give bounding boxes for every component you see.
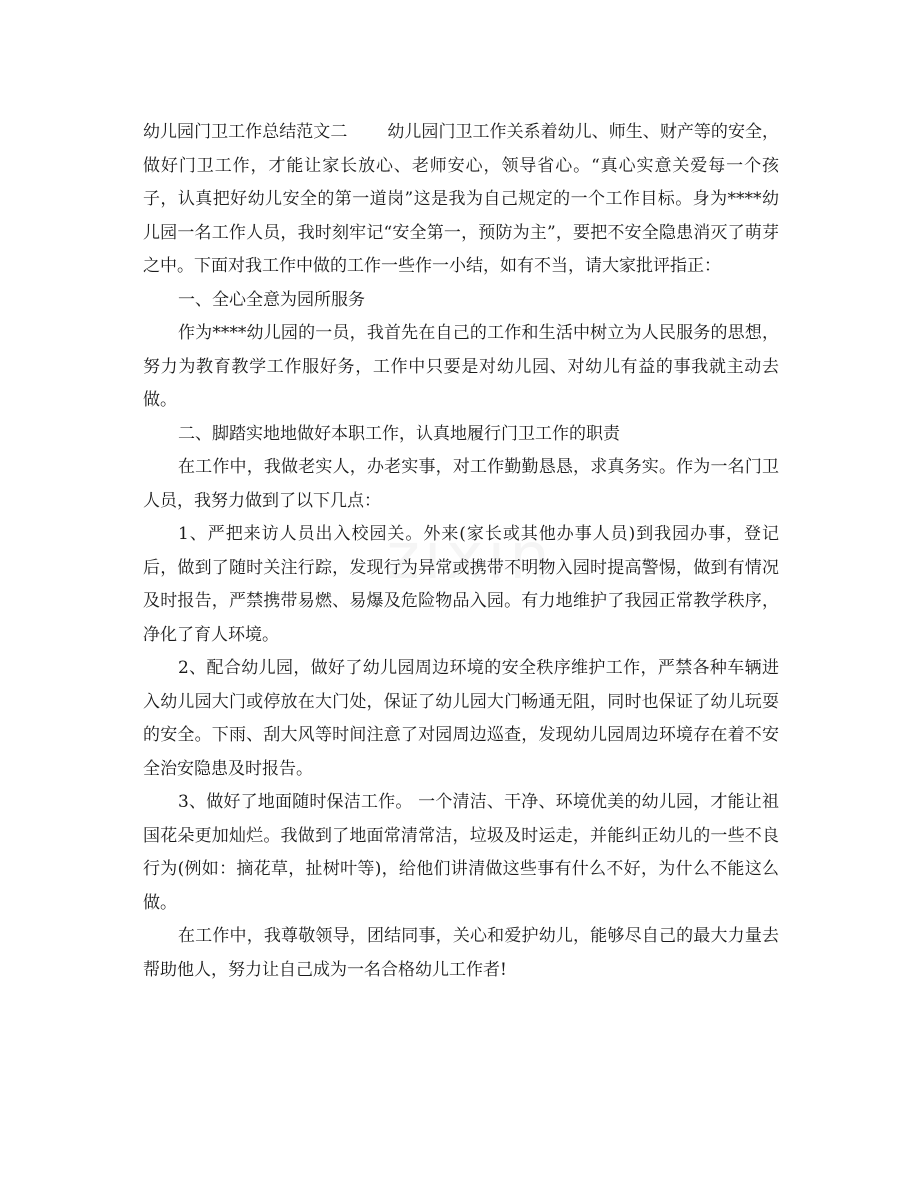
document-title: 幼儿园门卫工作总结范文二 [143, 122, 348, 142]
conclusion-paragraph: 在工作中，我尊敬领导，团结同事，关心和爱护幼儿，能够尽自己的最大力量去帮助他人，努力让自己成为一名合格幼儿工作者! [143, 926, 779, 980]
list-item-3: 3、做好了地面随时保洁工作。 一个清洁、干净、环境优美的幼儿园，才能让祖国花朵更加灿烂。我做到了地面常清常洁，垃圾及时运走，并能纠正幼儿的一些不良行为(例如：摘花草，扯树叶等)，给他们讲清做这些事有什么不好，为什么不能这么做。 [143, 792, 779, 913]
intro-text: 幼儿园门卫工作关系着幼儿、师生、财产等的安全，做好门卫工作，才能让家长放心、老师安心，领导省心。“真心实意关爱每一个孩子，认真把好幼儿安全的第一道岗”这是我为自己规定的一个工作目标。身为****幼儿园一名工作人员，我时刻牢记“安全第一，预防为主”，要把不安全隐患消灭了萌芽之中。下面对我工作中做的工作一些作一小结，如有不当，请大家批评指正： [143, 122, 779, 276]
list-item-2: 2、配合幼儿园，做好了幼儿园周边环境的安全秩序维护工作，严禁各种车辆进入幼儿园大门或停放在大门处，保证了幼儿园大门畅通无阻，同时也保证了幼儿玩耍的安全。下雨、刮大风等时间注意了对园周边巡查，发现幼儿园周边环境存在着不安全治安隐患及时报告。 [143, 658, 779, 779]
section-paragraph-1: 作为****幼儿园的一员，我首先在自己的工作和生活中树立为人民服务的思想，努力为教育教学工作服好务，工作中只要是对幼儿园、对幼儿有益的事我就主动去做。 [143, 323, 779, 410]
list-item-1: 1、严把来访人员出入校园关。外来(家长或其他办事人员)到我园办事，登记后，做到了随时关注行踪，发现行为异常或携带不明物入园时提高警惕，做到有情况及时报告，严禁携带易燃、易爆及危险物品入园。有力地维护了我园正常教学秩序，净化了育人环境。 [143, 524, 779, 645]
intro-paragraph [143, 116, 779, 284]
section-paragraph-2: 在工作中，我做老实人，办老实事，对工作勤勤恳恳，求真务实。作为一名门卫人员，我努力做到了以下几点： [143, 457, 779, 511]
section-heading-1: 一、全心全意为园所服务 [178, 289, 365, 310]
section-heading-2: 二、脚踏实地地做好本职工作，认真地履行门卫工作的职责 [178, 423, 620, 444]
document-body [143, 116, 779, 987]
